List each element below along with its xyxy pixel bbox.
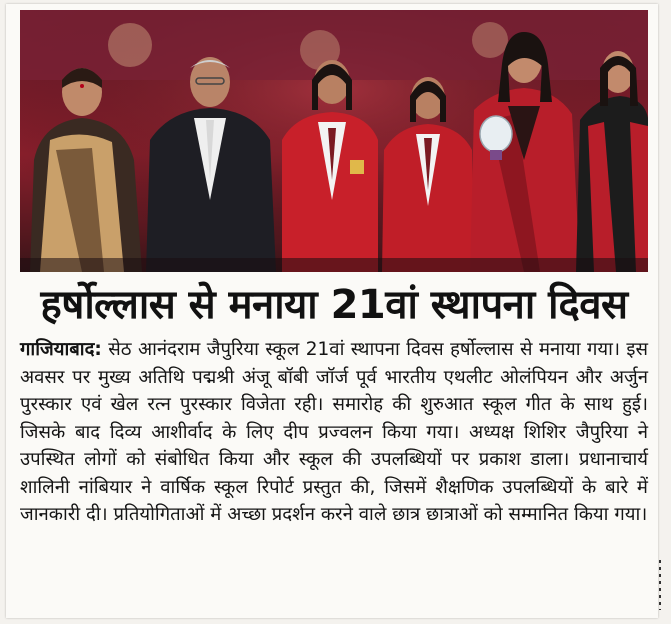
article-paragraph: सेठ आनंदराम जैपुरिया स्कूल 21वां स्थापना दिवस हर्षोल्लास से मनाया गया। इस अवसर पर मुख्य अतिथि पद्मश्री अंजू बॉबी जॉर्ज पूर्व भारतीय एथलीट ओलंपियन और अर्जुन पुरस्कार एवं खेल रत्न पुरस्कार विजेता रही। समारोह की शुरुआत स्कूल गीत के साथ हुई। जिसके बाद दिव्य आशीर्वाद के लिए दीप प्रज्वलन किया गया। अध्यक्ष शिशिर जैपुरिया ने उपस्थित लोगों को संबोधित किया और स्कूल की उपलब्धियों पर प्रकाश डाला। प्रधानाचार्य शालिनी नांबियार ने वार्षिक स्कूल रिपोर्ट प्रस्तुत की, जिसमें शैक्षणिक उपलब्धियों के बारे में जानकारी दी। प्रतियोगिताओं में अच्छा प्रदर्शन करने वाले छात्र छात्राओं को सम्मानित किया गया। <box>20 339 648 525</box>
page-fold-marks <box>657 560 663 610</box>
article-dateline: गाजियाबाद: <box>20 339 102 360</box>
article-body <box>20 336 648 529</box>
felicitation-photo <box>20 10 648 272</box>
event-photo <box>20 10 648 272</box>
article-headline: हर्षोल्लास से मनाया 21वां स्थापना दिवस <box>40 282 628 328</box>
